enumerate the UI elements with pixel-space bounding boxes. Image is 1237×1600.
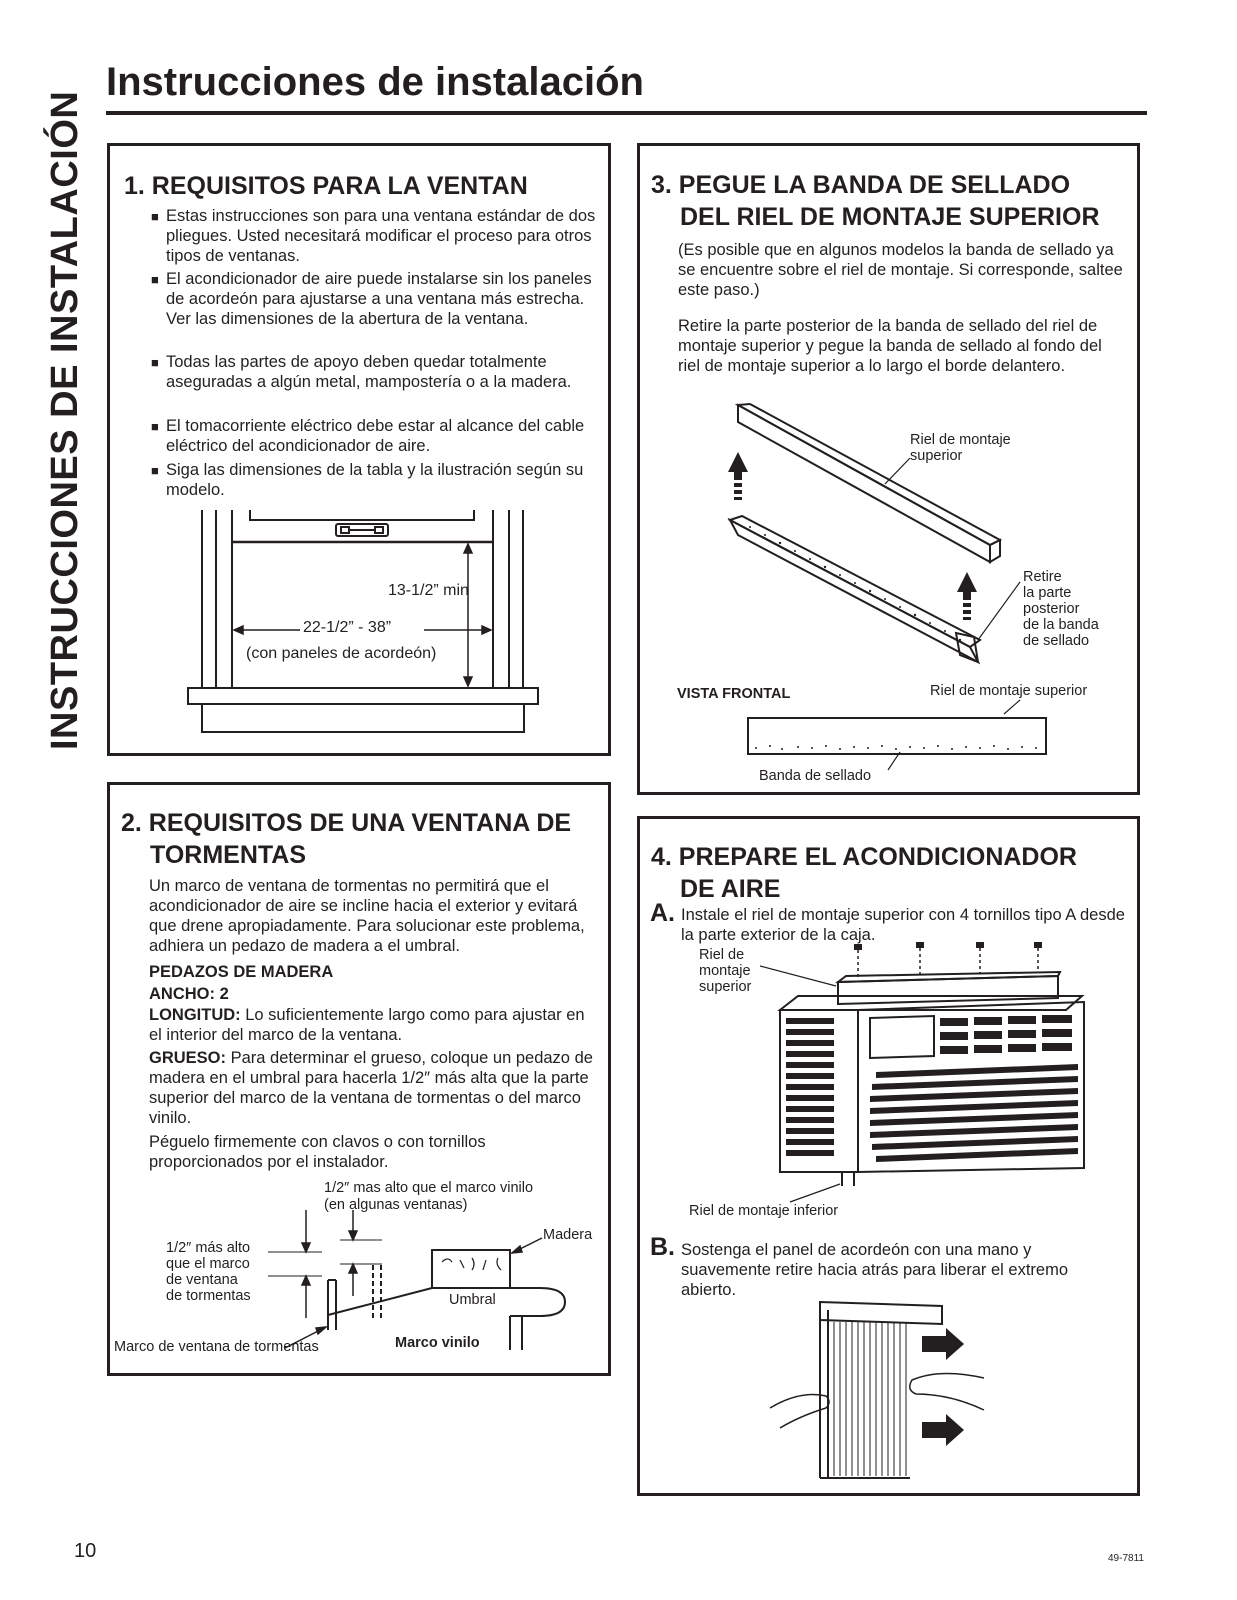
remove-label-3: posterior: [1023, 601, 1080, 617]
vinyl-top-label-2: (en algunas ventanas): [324, 1197, 468, 1213]
remove-label-5: de sellado: [1023, 633, 1090, 649]
document-code: 49-7811: [1108, 1553, 1144, 1564]
section-1-heading: 1. REQUISITOS PARA LA VENTAN: [124, 172, 528, 200]
vinyl-top-label-1: 1/2″ mas alto que el marco vinilo: [324, 1180, 534, 1196]
title-rule: [106, 111, 1147, 115]
step-a-letter: A.: [650, 899, 675, 927]
storm-label-1: 1/2″ más alto: [166, 1240, 251, 1256]
rail-top-label: Riel de montaje superior: [930, 683, 1088, 699]
step-b-text: Sostenga el panel de acordeón con una mano y suavemente retire hacia atrás para liberar el extremo abierto.: [681, 1241, 1069, 1299]
section-3-note: (Es posible que en algunos modelos la banda de sellado ya se encuentre sobre el riel de montaje. Si corresponde, saltee este paso.): [678, 241, 1123, 299]
air-conditioner-illustration: [690, 940, 1130, 1210]
vinyl-frame-label: Marco vinilo: [395, 1335, 480, 1351]
remove-label-1: Retire: [1023, 569, 1062, 585]
wood-width: ANCHO: 2: [149, 985, 229, 1003]
wood-heading: PEDAZOS DE MADERA: [149, 963, 334, 981]
accordion-panel-illustration: [760, 1298, 990, 1483]
section-3-body: Retire la parte posterior de la banda de sellado del riel de montaje superior y pegue la banda de sellado al fondo del riel de montaje superior a lo largo el borde delantero.: [678, 317, 1102, 375]
rail-label-2: superior: [910, 448, 963, 464]
dimension-height-label: 13-1/2” min: [388, 582, 469, 599]
wood-fixing: Péguelo firmemente con clavos o con tornillos proporcionados por el instalador.: [149, 1133, 486, 1171]
top-rail-label-2: montaje: [699, 963, 751, 979]
section-1-bullet: ■ Estas instrucciones son para una ventana estándar de dos pliegues. Usted necesitará modificar el proceso para otros tipos de ventanas.: [151, 207, 596, 265]
section-1-bullet: ■ El tomacorriente eléctrico debe estar al alcance del cable eléctrico del acondicionador de aire.: [151, 417, 585, 455]
wood-thickness: GRUESO: Para determinar el grueso, coloque un pedazo de madera en el umbral para hacerla 1/2″ más alta que la parte superior del marco de la ventana de tormentas o del marco vinilo.: [149, 1049, 593, 1127]
side-title: INSTRUCCIONES DE INSTALACIÓN: [44, 90, 86, 750]
seal-band-label: Banda de sellado: [759, 768, 872, 784]
page-title: Instrucciones de instalación: [106, 60, 644, 104]
section-2-heading: 2. REQUISITOS DE UNA VENTANA DE TORMENTAS: [121, 809, 572, 869]
dimension-width-label: 22-1/2” - 38”: [303, 619, 392, 636]
storm-label-3: de ventana: [166, 1272, 238, 1288]
section-2-intro: Un marco de ventana de tormentas no permitirá que el acondicionador de aire se incline hacia el exterior y evitará que drene apropiadamente. Para solucionar este problema, adhiera un pedazo de madera a el umbral.: [149, 877, 585, 955]
step-b-letter: B.: [650, 1233, 675, 1261]
top-rail-label-3: superior: [699, 979, 752, 995]
sill-label: Umbral: [449, 1292, 496, 1308]
dimension-width-note: (con paneles de acordeón): [246, 645, 437, 662]
bottom-rail-label: Riel de montaje inferior: [689, 1203, 839, 1219]
section-3-heading: 3. PEGUE LA BANDA DE SELLADO DEL RIEL DE MONTAJE SUPERIOR: [651, 171, 1100, 231]
wood-label: Madera: [543, 1227, 593, 1243]
storm-frame-label: Marco de ventana de tormentas: [114, 1339, 319, 1355]
section-1-bullet: ■ Todas las partes de apoyo deben quedar totalmente aseguradas a algún metal, mampostería o a la madera.: [151, 353, 572, 391]
section-1-bullet: ■ El acondicionador de aire puede instalarse sin los paneles de acordeón para ajustarse a una ventana más estrecha. Ver las dimensiones de la abertura de la ventana.: [151, 270, 592, 328]
wood-length: LONGITUD: Lo suficientemente largo como para ajustar en el interior del marco de la ventana.: [149, 1006, 585, 1044]
section-1-bullet: ■ Siga las dimensiones de la tabla y la ilustración según su modelo.: [151, 461, 584, 499]
page-number: 10: [74, 1540, 97, 1562]
storm-label-4: de tormentas: [166, 1288, 251, 1304]
remove-label-4: de la banda: [1023, 617, 1099, 633]
remove-label-2: la parte: [1023, 585, 1072, 601]
storm-label-2: que el marco: [166, 1256, 250, 1272]
top-rail-label-1: Riel de: [699, 947, 745, 963]
rail-label-1: Riel de montaje: [910, 432, 1011, 448]
section-4-heading: 4. PREPARE EL ACONDICIONADOR DE AIRE: [651, 843, 1077, 903]
step-a-text: Instale el riel de montaje superior con 4 tornillos tipo A desde la parte exterior de la caja.: [681, 906, 1125, 944]
front-view-label: VISTA FRONTAL: [677, 686, 791, 702]
